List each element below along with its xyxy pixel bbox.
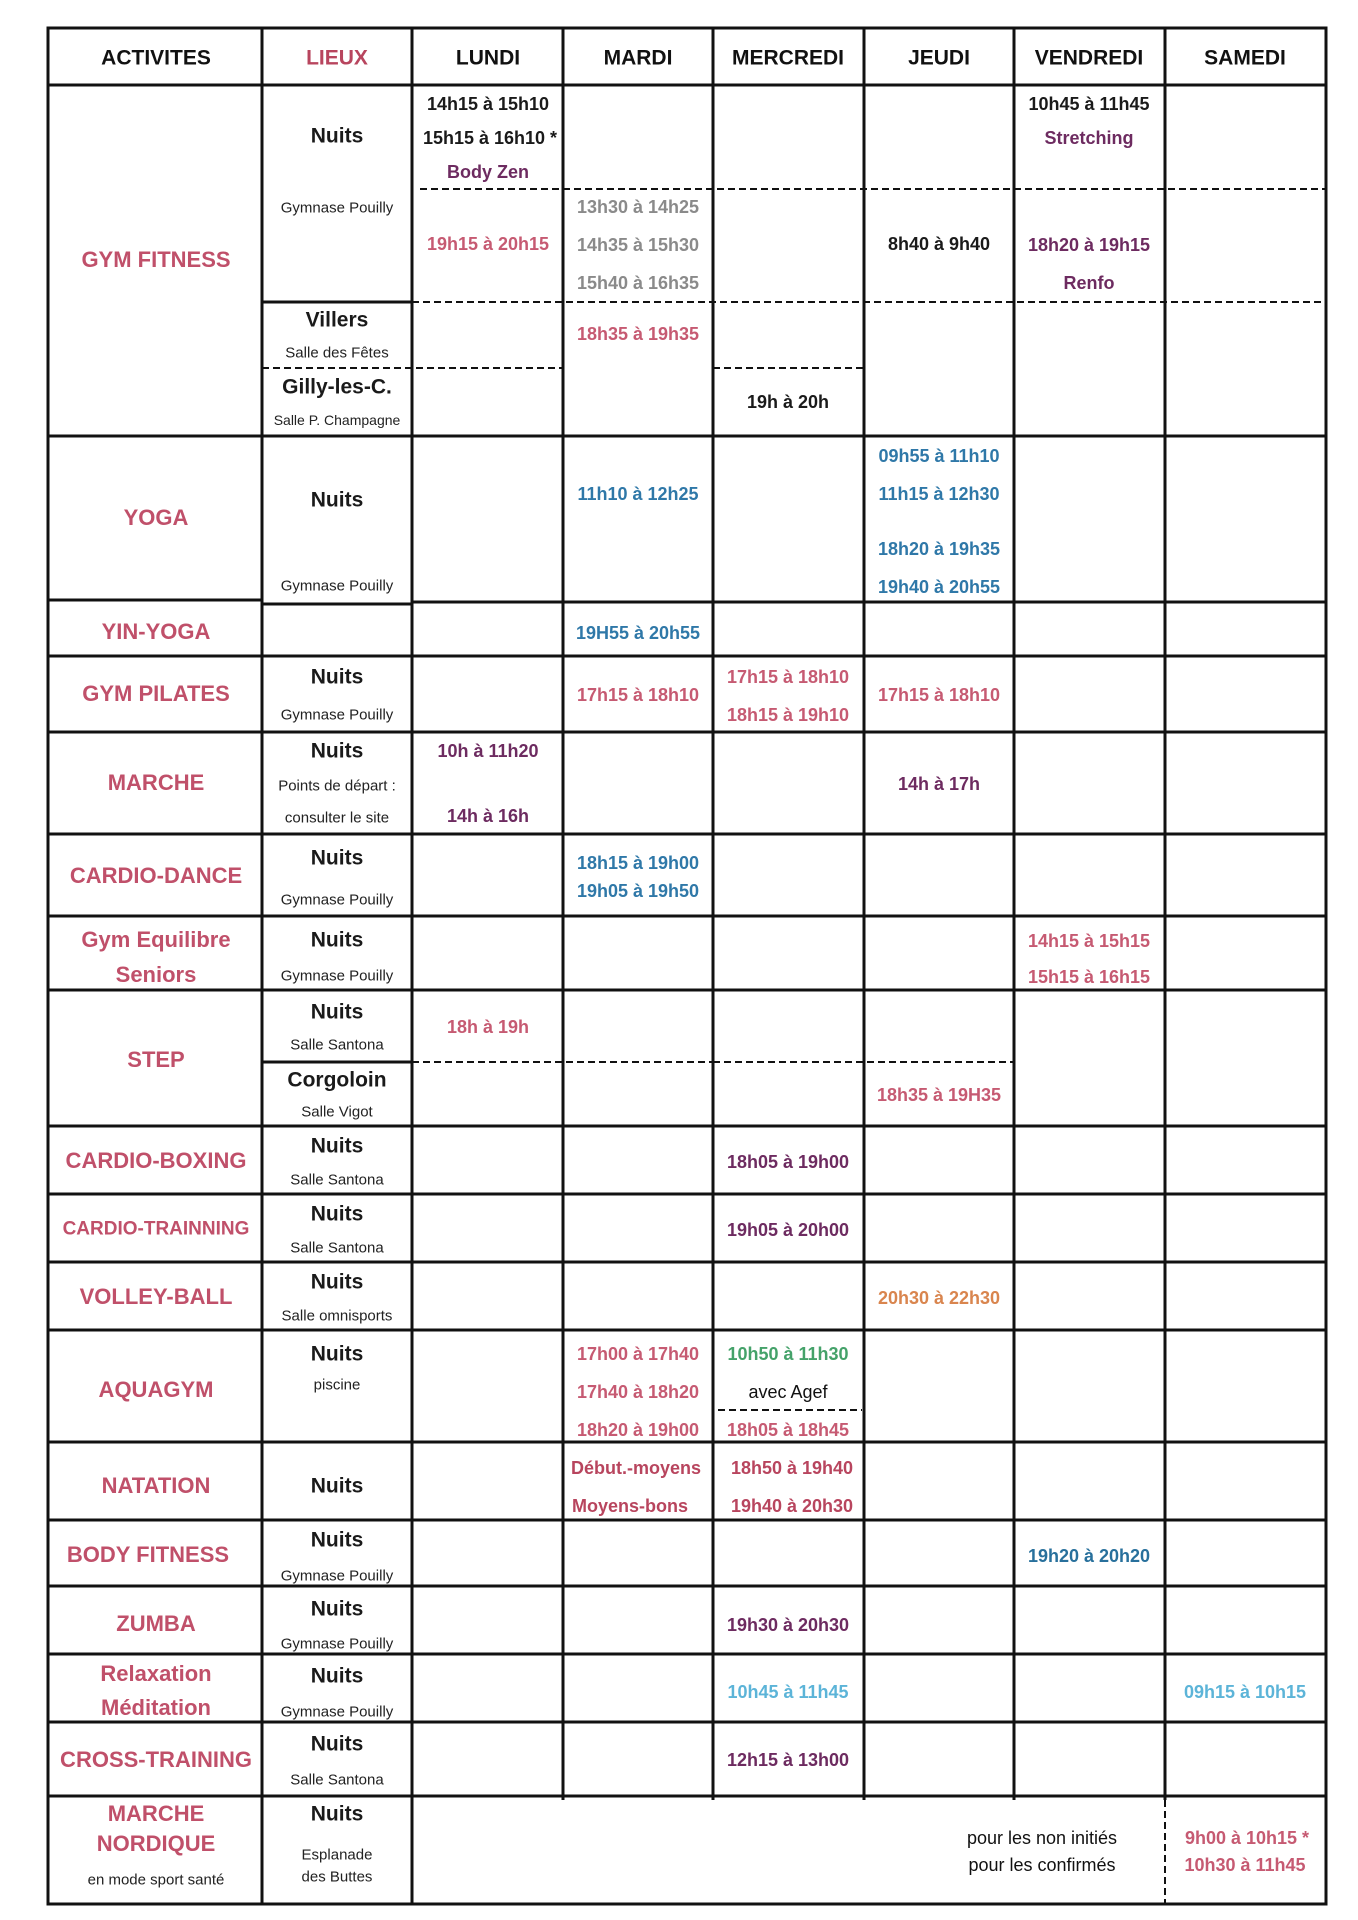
place-salle-fetes: Salle des Fêtes <box>285 344 389 362</box>
activity-sport-sante: en mode sport santé <box>87 1871 225 1889</box>
time-cell: 19h20 à 20h20 <box>1027 1546 1151 1566</box>
time-cell: Renfo <box>1063 273 1115 293</box>
time-cell: 18h35 à 19h35 <box>576 324 700 344</box>
time-cell: 19h05 à 19h50 <box>576 881 700 901</box>
activity-meditation: Méditation <box>101 1695 211 1720</box>
activity-body-fitness: BODY FITNESS <box>66 1542 230 1567</box>
place-nuits: Nuits <box>310 928 364 952</box>
place-piscine: piscine <box>313 1376 361 1394</box>
activity-zumba: ZUMBA <box>116 1611 196 1636</box>
time-cell: 10h50 à 11h30 <box>727 1344 849 1364</box>
time-cell: 15h15 à 16h10 * <box>422 128 558 148</box>
time-cell: 13h30 à 14h25 <box>576 197 700 217</box>
place-salle-omnisports: Salle omnisports <box>281 1307 393 1325</box>
activity-natation: NATATION <box>101 1473 211 1498</box>
time-cell: 14h à 16h <box>446 806 530 826</box>
place-points-depart: Points de départ : <box>278 777 396 795</box>
activity-cardio-dance: CARDIO-DANCE <box>69 863 243 888</box>
activity-aquagym: AQUAGYM <box>98 1377 214 1402</box>
place-gymnase-pouilly: Gymnase Pouilly <box>280 1703 394 1721</box>
header-activites: ACTIVITES <box>101 46 211 70</box>
place-nuits: Nuits <box>310 1202 364 1226</box>
time-cell: 19h05 à 20h00 <box>726 1220 850 1240</box>
header-samedi: SAMEDI <box>1204 46 1286 70</box>
place-nuits: Nuits <box>310 488 364 512</box>
time-cell: 19h à 20h <box>746 392 830 412</box>
time-cell: 15h15 à 16h15 <box>1027 967 1151 987</box>
place-nuits: Nuits <box>310 739 364 763</box>
time-cell: 14h35 à 15h30 <box>576 235 700 255</box>
activity-nordique: NORDIQUE <box>96 1831 216 1856</box>
place-villers: Villers <box>305 308 369 332</box>
place-salle-champagne: Salle P. Champagne <box>273 412 401 428</box>
activity-yoga: YOGA <box>123 505 189 530</box>
place-nuits: Nuits <box>310 1474 364 1498</box>
place-salle-santona: Salle Santona <box>290 1171 384 1189</box>
place-nuits: Nuits <box>310 1134 364 1158</box>
time-cell: 18h20 à 19h00 <box>576 1420 700 1440</box>
time-cell: 19h30 à 20h30 <box>726 1615 850 1635</box>
header-mercredi: MERCREDI <box>731 46 845 70</box>
place-gilly: Gilly-les-C. <box>282 375 392 399</box>
time-cell: 17h15 à 18h10 <box>877 685 1001 705</box>
place-corgoloin: Corgoloin <box>287 1068 387 1092</box>
place-nuits: Nuits <box>310 1528 364 1552</box>
time-cell: 14h15 à 15h15 <box>1027 931 1151 951</box>
activity-gym-pilates: GYM PILATES <box>82 681 230 706</box>
time-cell: Stretching <box>1044 128 1134 148</box>
place-nuits: Nuits <box>310 1802 364 1826</box>
activity-marche: MARCHE <box>107 770 205 795</box>
time-cell: Moyens-bons <box>571 1496 689 1516</box>
note-confirmes: pour les confirmés <box>968 1855 1116 1875</box>
time-cell: 09h55 à 11h10 <box>878 446 1000 466</box>
activity-seniors: Seniors <box>115 962 197 987</box>
activity-cardio-trainning: CARDIO-TRAINNING <box>62 1218 250 1240</box>
place-gymnase-pouilly: Gymnase Pouilly <box>280 706 394 724</box>
time-cell: 18h15 à 19h00 <box>576 853 700 873</box>
activity-cross-training: CROSS-TRAINING <box>60 1747 252 1772</box>
time-cell: 17h00 à 17h40 <box>576 1344 700 1364</box>
place-gymnase-pouilly: Gymnase Pouilly <box>280 891 394 909</box>
place-gymnase-pouilly: Gymnase Pouilly <box>280 1567 394 1585</box>
place-esplanade: Esplanade <box>301 1846 373 1864</box>
time-cell: 18h05 à 19h00 <box>726 1152 850 1172</box>
time-cell: 18h à 19h <box>446 1017 530 1037</box>
header-lundi: LUNDI <box>455 46 521 70</box>
place-nuits: Nuits <box>310 1664 364 1688</box>
activity-marche-nordique: MARCHE <box>107 1801 205 1826</box>
time-cell: 18h05 à 18h45 <box>726 1420 850 1440</box>
header-vendredi: VENDREDI <box>1034 46 1144 70</box>
time-cell: 18h50 à 19h40 <box>730 1458 854 1478</box>
time-cell: 9h00 à 10h15 * <box>1184 1828 1310 1848</box>
place-gymnase-pouilly: Gymnase Pouilly <box>280 577 394 595</box>
activity-yin-yoga: YIN-YOGA <box>101 619 211 644</box>
place-consulter-site: consulter le site <box>284 809 390 827</box>
time-cell: 10h45 à 11h45 <box>727 1682 849 1702</box>
time-cell: 8h40 à 9h40 <box>887 234 991 254</box>
time-cell: 18h15 à 19h10 <box>726 705 850 725</box>
place-salle-santona: Salle Santona <box>290 1771 384 1789</box>
time-cell: 11h10 à 12h25 <box>577 484 699 504</box>
place-nuits: Nuits <box>310 1342 364 1366</box>
time-cell: 14h à 17h <box>897 774 981 794</box>
time-cell: 09h15 à 10h15 <box>1183 1682 1307 1702</box>
time-cell: avec Agef <box>748 1382 828 1402</box>
time-cell: 12h15 à 13h00 <box>726 1750 850 1770</box>
place-nuits: Nuits <box>310 665 364 689</box>
activity-gym-fitness: GYM FITNESS <box>81 247 231 272</box>
place-gymnase-pouilly: Gymnase Pouilly <box>280 967 394 985</box>
time-cell: 14h15 à 15h10 <box>426 94 550 114</box>
place-gymnase-pouilly: Gymnase Pouilly <box>280 1635 394 1653</box>
place-nuits: Nuits <box>310 1732 364 1756</box>
place-nuits: Nuits <box>310 846 364 870</box>
activity-gym-equilibre: Gym Equilibre <box>81 927 231 952</box>
place-salle-santona: Salle Santona <box>290 1036 384 1054</box>
place-nuits: Nuits <box>310 1270 364 1294</box>
time-cell: 19h40 à 20h55 <box>877 577 1001 597</box>
activity-cardio-boxing: CARDIO-BOXING <box>65 1148 247 1173</box>
time-cell: 15h40 à 16h35 <box>576 273 700 293</box>
time-cell: 19h15 à 20h15 <box>426 234 550 254</box>
place-nuits: Nuits <box>310 1597 364 1621</box>
time-cell: 10h30 à 11h45 <box>1184 1855 1306 1875</box>
place-nuits: Nuits <box>310 1000 364 1024</box>
activity-volley-ball: VOLLEY-BALL <box>79 1284 233 1309</box>
time-cell: 18h20 à 19h35 <box>877 539 1001 559</box>
time-cell: 19h40 à 20h30 <box>730 1496 854 1516</box>
time-cell: 10h45 à 11h45 <box>1028 94 1150 114</box>
place-salle-vigot: Salle Vigot <box>301 1103 373 1121</box>
place-des-buttes: des Buttes <box>301 1868 373 1886</box>
time-cell: 18h20 à 19h15 <box>1027 235 1151 255</box>
time-cell: 17h40 à 18h20 <box>576 1382 700 1402</box>
time-cell: 17h15 à 18h10 <box>576 685 700 705</box>
header-jeudi: JEUDI <box>908 46 970 70</box>
time-cell: Début.-moyens <box>570 1458 702 1478</box>
time-cell: 18h35 à 19H35 <box>876 1085 1002 1105</box>
place-nuits: Nuits <box>310 124 364 148</box>
place-gymnase-pouilly: Gymnase Pouilly <box>280 199 394 217</box>
header-lieux: LIEUX <box>306 46 368 70</box>
activity-step: STEP <box>127 1047 185 1072</box>
time-cell: 20h30 à 22h30 <box>877 1288 1001 1308</box>
place-salle-santona: Salle Santona <box>290 1239 384 1257</box>
header-mardi: MARDI <box>603 46 673 70</box>
note-non-inities: pour les non initiés <box>966 1828 1118 1848</box>
time-cell: 10h à 11h20 <box>437 741 539 761</box>
time-cell: 19H55 à 20h55 <box>575 623 701 643</box>
time-cell: Body Zen <box>446 162 530 182</box>
time-cell: 17h15 à 18h10 <box>726 667 850 687</box>
activity-relaxation: Relaxation <box>100 1661 212 1686</box>
time-cell: 11h15 à 12h30 <box>878 484 1000 504</box>
